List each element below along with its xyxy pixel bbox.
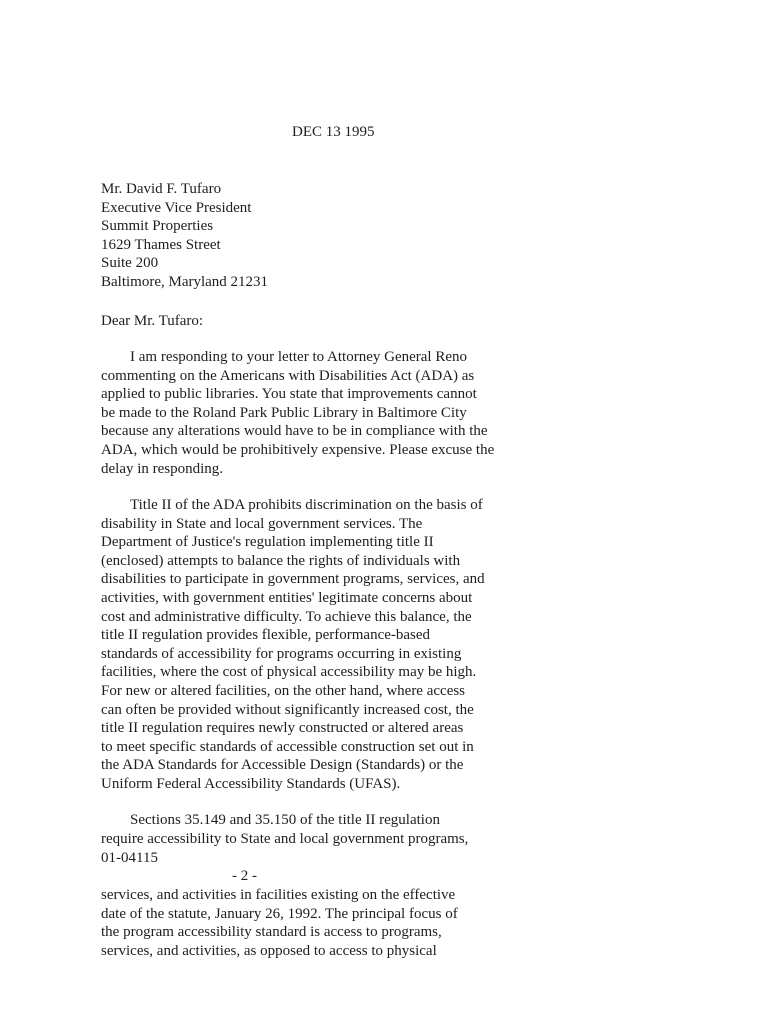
paragraph-1 [101, 348, 561, 478]
paragraph-line: the program accessibility standard is access to programs, [101, 924, 442, 941]
paragraph-line: require accessibility to State and local government programs, [101, 830, 469, 847]
paragraph-line: (enclosed) attempts to balance the rights of individuals with [101, 552, 461, 569]
paragraph-line: be made to the Roland Park Public Library in Baltimore City [101, 404, 467, 421]
paragraph-line: applied to public libraries. You state that improvements cannot [101, 386, 477, 403]
paragraph-line: title II regulation requires newly constructed or altered areas [101, 720, 464, 737]
paragraph-line: For new or altered facilities, on the other hand, where access [101, 682, 466, 699]
paragraph-line: cost and administrative difficulty. To achieve this balance, the [101, 608, 472, 625]
paragraph-2 [101, 496, 561, 794]
letter-date: DEC 13 1995 [292, 124, 375, 140]
page-marker: - 2 - [232, 868, 257, 884]
paragraph-line: Uniform Federal Accessibility Standards (UFAS). [101, 775, 401, 792]
paragraph-line: because any alterations would have to be in compliance with the [101, 423, 488, 440]
paragraph-line: disability in State and local government services. The [101, 515, 423, 532]
paragraph-line: services, and activities, as opposed to access to physical [101, 942, 437, 959]
paragraph-line: standards of accessibility for programs occurring in existing [101, 645, 462, 662]
paragraph-line: Title II of the ADA prohibits discrimination on the basis of [130, 497, 483, 513]
paragraph-line: I am responding to your letter to Attorney General Reno [130, 349, 467, 365]
recipient-address [101, 180, 561, 292]
paragraph-line: can often be provided without significantly increased cost, the [101, 701, 474, 718]
paragraph-line: date of the statute, January 26, 1992. The principal focus of [101, 905, 458, 922]
salutation: Dear Mr. Tufaro: [101, 313, 204, 329]
address-line: 1629 Thames Street [101, 236, 221, 253]
address-line: Executive Vice President [101, 199, 252, 216]
paragraph-line: ADA, which would be prohibitively expensive. Please excuse the [101, 441, 495, 458]
address-line: Baltimore, Maryland 21231 [101, 273, 269, 290]
paragraph-line: Department of Justice's regulation implementing title II [101, 534, 434, 551]
paragraph-3 [101, 811, 561, 848]
paragraph-line: disabilities to participate in government programs, services, and [101, 571, 485, 588]
address-line: Suite 200 [101, 255, 159, 272]
address-line: Mr. David F. Tufaro [101, 181, 222, 197]
paragraph-line: to meet specific standards of accessible construction set out in [101, 738, 474, 755]
paragraph-line: title II regulation provides flexible, performance-based [101, 627, 431, 644]
paragraph-line: delay in responding. [101, 460, 224, 477]
paragraph-line: the ADA Standards for Accessible Design (Standards) or the [101, 757, 464, 774]
paragraph-line: activities, with government entities' legitimate concerns about [101, 589, 473, 606]
paragraph-line: commenting on the Americans with Disabilities Act (ADA) as [101, 367, 475, 384]
paragraph-line: services, and activities in facilities existing on the effective [101, 887, 456, 903]
document-number: 01-04115 [101, 850, 158, 866]
paragraph-4 [101, 886, 561, 960]
paragraph-line: facilities, where the cost of physical accessibility may be high. [101, 664, 477, 681]
address-line: Summit Properties [101, 218, 214, 235]
paragraph-line: Sections 35.149 and 35.150 of the title II regulation [130, 812, 440, 828]
